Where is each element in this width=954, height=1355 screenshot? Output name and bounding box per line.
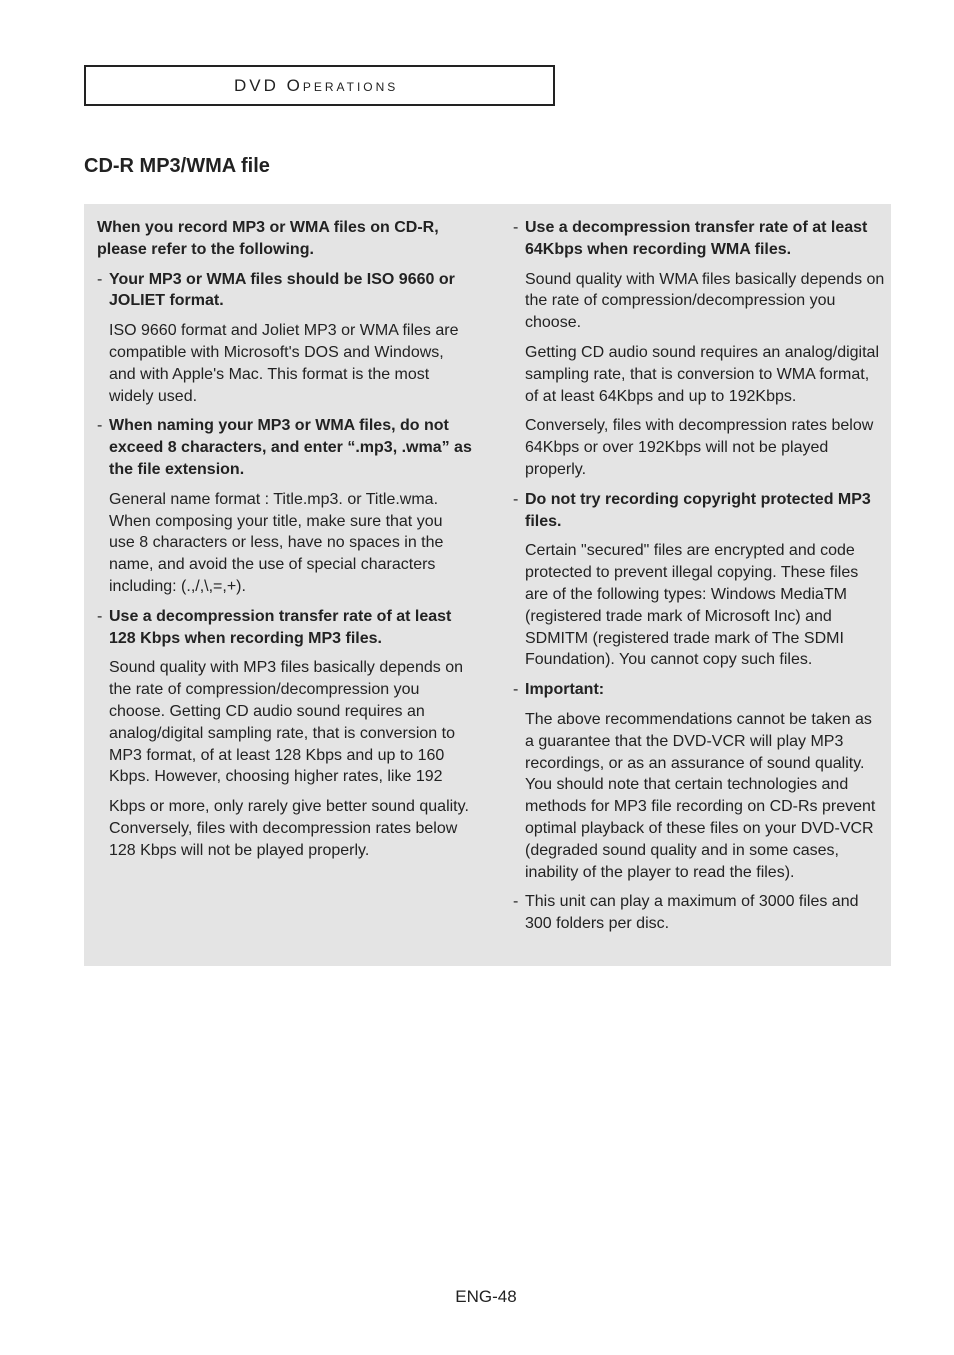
bullet-dash: - <box>97 270 103 288</box>
item-paragraph: Getting CD audio sound requires an analog/digital sampling rate, that is conversion to WMA format, of at least 64Kbps and up to 192Kbps. <box>525 343 880 405</box>
final-note: This unit can play a maximum of 3000 files and 300 folders per disc. <box>525 893 859 933</box>
bullet-dash: - <box>513 893 519 911</box>
list-item <box>513 891 885 935</box>
list-item <box>97 269 472 313</box>
item-heading: Your MP3 or WMA files should be ISO 9660 or JOLIET format. <box>109 270 455 310</box>
list-item <box>513 679 885 701</box>
page-heading: CD-R MP3/WMA file <box>84 155 270 177</box>
bullet-dash: - <box>513 681 519 699</box>
item-heading: Important: <box>525 681 605 699</box>
item-paragraph: ISO 9660 format and Joliet MP3 or WMA files are compatible with Microsoft's DOS and Windows, and with Apple's Mac. This format is the most widely used. <box>109 322 459 405</box>
item-paragraph: Kbps or more, only rarely give better sound quality. Conversely, files with decompression rates below 128 Kbps will not be played properly. <box>109 798 469 859</box>
section-title: DVD Operations <box>234 75 399 95</box>
bullet-dash: - <box>513 490 519 508</box>
item-paragraph: Sound quality with MP3 files basically depends on the rate of compression/decompression you choose. Getting CD audio sound requires an analog/digital sampling rate, that is conversion to MP3 format, of at least 128 Kbps and up to 160 Kbps. However, choosing higher rates, like 192 <box>109 659 463 786</box>
list-item <box>513 217 885 261</box>
bullet-dash: - <box>97 607 103 625</box>
intro-text: When you record MP3 or WMA files on CD-R, please refer to the following. <box>97 219 439 258</box>
item-paragraph: Certain "secured" files are encrypted and code protected to prevent illegal copying. These files are of the following types: Windows MediaTM (registered trade mark of Microsoft Inc) and SDMITM (registered trade mark of The SDMI Foundation). You cannot copy such files. <box>525 542 859 669</box>
left-column <box>97 217 472 870</box>
right-column <box>513 217 885 943</box>
item-heading: Use a decompression transfer rate of at least 128 Kbps when recording MP3 files. <box>109 607 452 647</box>
section-header-box <box>84 65 555 106</box>
content-panel <box>84 204 891 966</box>
item-paragraph: General name format : Title.mp3. or Title.wma. When composing your title, make sure that you use 8 characters or less, have no spaces in the name, and avoid the use of special characters including: (.,/,\,=,+). <box>109 490 444 595</box>
list-item <box>97 606 472 650</box>
item-heading: Do not try recording copyright protected MP3 files. <box>525 490 871 530</box>
item-paragraph: Sound quality with WMA files basically depends on the rate of compression/decompression you choose. <box>525 270 885 332</box>
list-item <box>513 489 885 533</box>
item-heading: Use a decompression transfer rate of at least 64Kbps when recording WMA files. <box>525 219 868 258</box>
bullet-dash: - <box>513 219 519 236</box>
item-paragraph: Conversely, files with decompression rates below 64Kbps or over 192Kbps will not be played properly. <box>525 417 874 478</box>
item-paragraph: The above recommendations cannot be taken as a guarantee that the DVD-VCR will play MP3 recordings, or as an assurance of sound quality. You should note that certain technologies and methods for MP3 file recording on CD-Rs prevent optimal playback of these files on your DVD-VCR (degraded sound quality and in some cases, inability of the player to read the files). <box>525 710 876 881</box>
list-item <box>97 415 472 480</box>
page-number: ENG-48 <box>455 1287 517 1306</box>
item-heading: When naming your MP3 or WMA files, do not exceed 8 characters, and enter “.mp3, .wma” as the file extension. <box>109 417 472 478</box>
bullet-dash: - <box>97 417 103 435</box>
